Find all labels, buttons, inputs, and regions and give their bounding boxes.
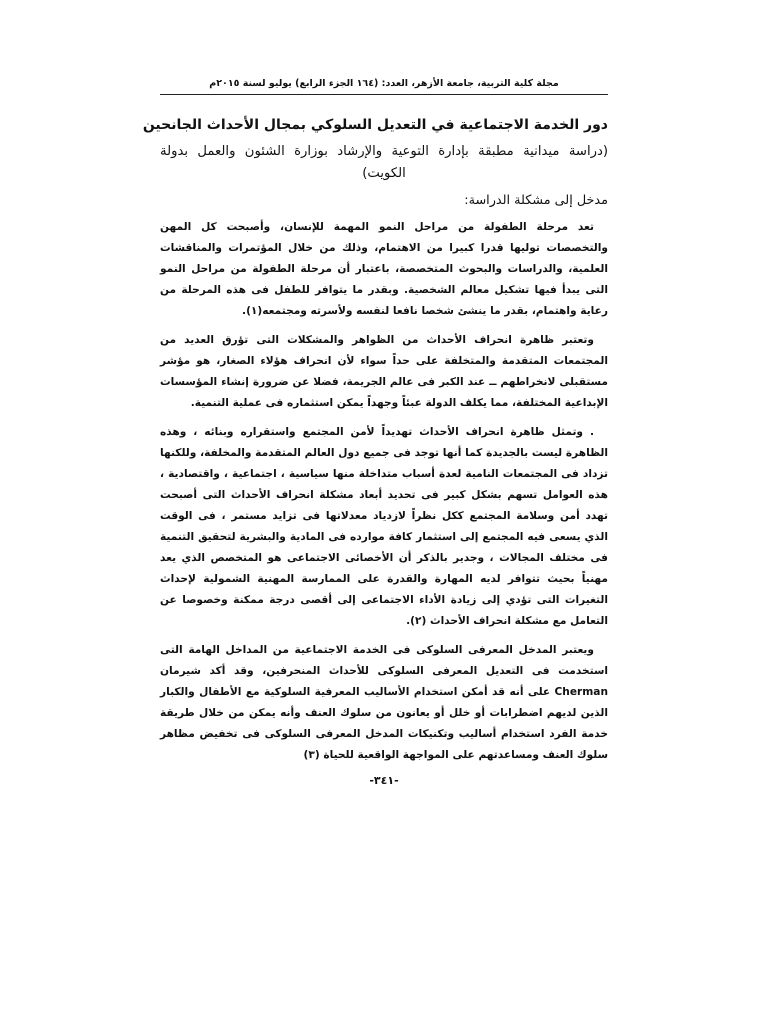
page-number: -٣٤١- xyxy=(369,774,399,787)
journal-header: مجلة كلية التربية، جامعة الأزهر، العدد: (١٦٤ الجزء الرابع) يوليو لسنة ٢٠١٥م xyxy=(160,78,608,95)
paragraph-3: . وتمثل ظاهرة انحراف الأحداث تهديداً لأمن المجتمع واستقراره وبنائه ، وهذه الظاهرة ليست بالجديدة كما أنها توجد فى جميع دول العالم المتقدمة والمخلفة، وللكنها تزداد فى المجتمعات النامية لعدة أسباب متداخلة منها سياسية ، اجتماعية ، واقتصادية ، هذه العوامل تسهم بشكل كبير فى تحديد أبعاد مشكلة انحراف الأحداث التى أصبحت تهدد أمن وسلامة المجتمع ككل نظراً لازدياد معدلاتها فى تزايد مستمر ، فى الوقت الذي يسعى فيه المجتمع إلى استثمار كافة موارده فى المادية والبشرية لتحقيق التنمية فى مختلف المجالات ، وجدير بالذكر أن الأخصائى الاجتماعى هو المتخصص الذي يعد مهنياً بحيث تتوافر لديه المهارة والقدرة على الممارسة المهنية الشمولية لإحداث التغيرات التى تؤدي إلى زيادة الأداء الاجتماعى إلى أقصى درجة ممكنة وخصوصا عن التعامل مع مشكلة انحراف الأحداث (٢). xyxy=(160,426,608,627)
paragraph-1: تعد مرحلة الطفولة من مراحل النمو المهمة للإنسان، وأصبحت كل المهن والتخصصات توليها قدرا كبيرا من الاهتمام، وذلك من خلال المؤتمرات والمناقشات العلمية، والدراسات والبحوث المتخصصة، باعتبار أن مرحلة الطفولة من مراحل النمو التى يبدأ فيها تشكيل معالم الشخصية. وبقدر ما يتوافر للطفل فى هذه المرحلة من رعاية واهتمام، بقدر ما ينشئ شخصا نافعا لنفسه ولأسرته ومجتمعه(١). xyxy=(160,221,608,317)
article-title: دور الخدمة الاجتماعية في التعديل السلوكي بمجال الأحداث الجانحين xyxy=(142,117,608,133)
document-page xyxy=(142,78,608,787)
section-heading: مدخل إلى مشكلة الدراسة: xyxy=(464,193,608,208)
article-subtitle: (دراسة ميدانية مطبقة بإدارة التوعية والإرشاد بوزارة الشئون والعمل بدولة الكويت) xyxy=(160,144,608,181)
paragraph-2: وتعتبر ظاهرة انحراف الأحداث من الظواهر والمشكلات التى تؤرق العديد من المجتمعات المتقدمة والمتخلفة على حداً سواء لأن انحراف هؤلاء الصغار، هو مؤشر مستقبلى لانخراطهم ــ عند الكبر فى عالم الجريمة، فضلا عن ضرورة إنشاء المؤسسات الإبداعية المختلفة، مما يكلف الدولة عبئاً وجهداً يمكن استثماره فى عملية التنمية. xyxy=(160,334,608,409)
paragraph-4: ويعتبر المدخل المعرفى السلوكى فى الخدمة الاجتماعية من المداخل الهامة التى استخدمت فى التعديل المعرفى السلوكى للأحداث المنحرفين، وقد أكد شيرمان Cherman على أنه قد أمكن استخدام الأساليب المعرفية السلوكية مع الأطفال والكبار الذين لديهم اضطرابات أو خلل أو يعانون من سلوك العنف وأنه يمكن من خلال طريقة خدمة الفرد استخدام أساليب وتكنيكات المدخل المعرفى السلوكى فى تخفيض مظاهر سلوك العنف ومساعدتهم على المواجهة الواقعية للحياة (٣) xyxy=(160,644,608,761)
